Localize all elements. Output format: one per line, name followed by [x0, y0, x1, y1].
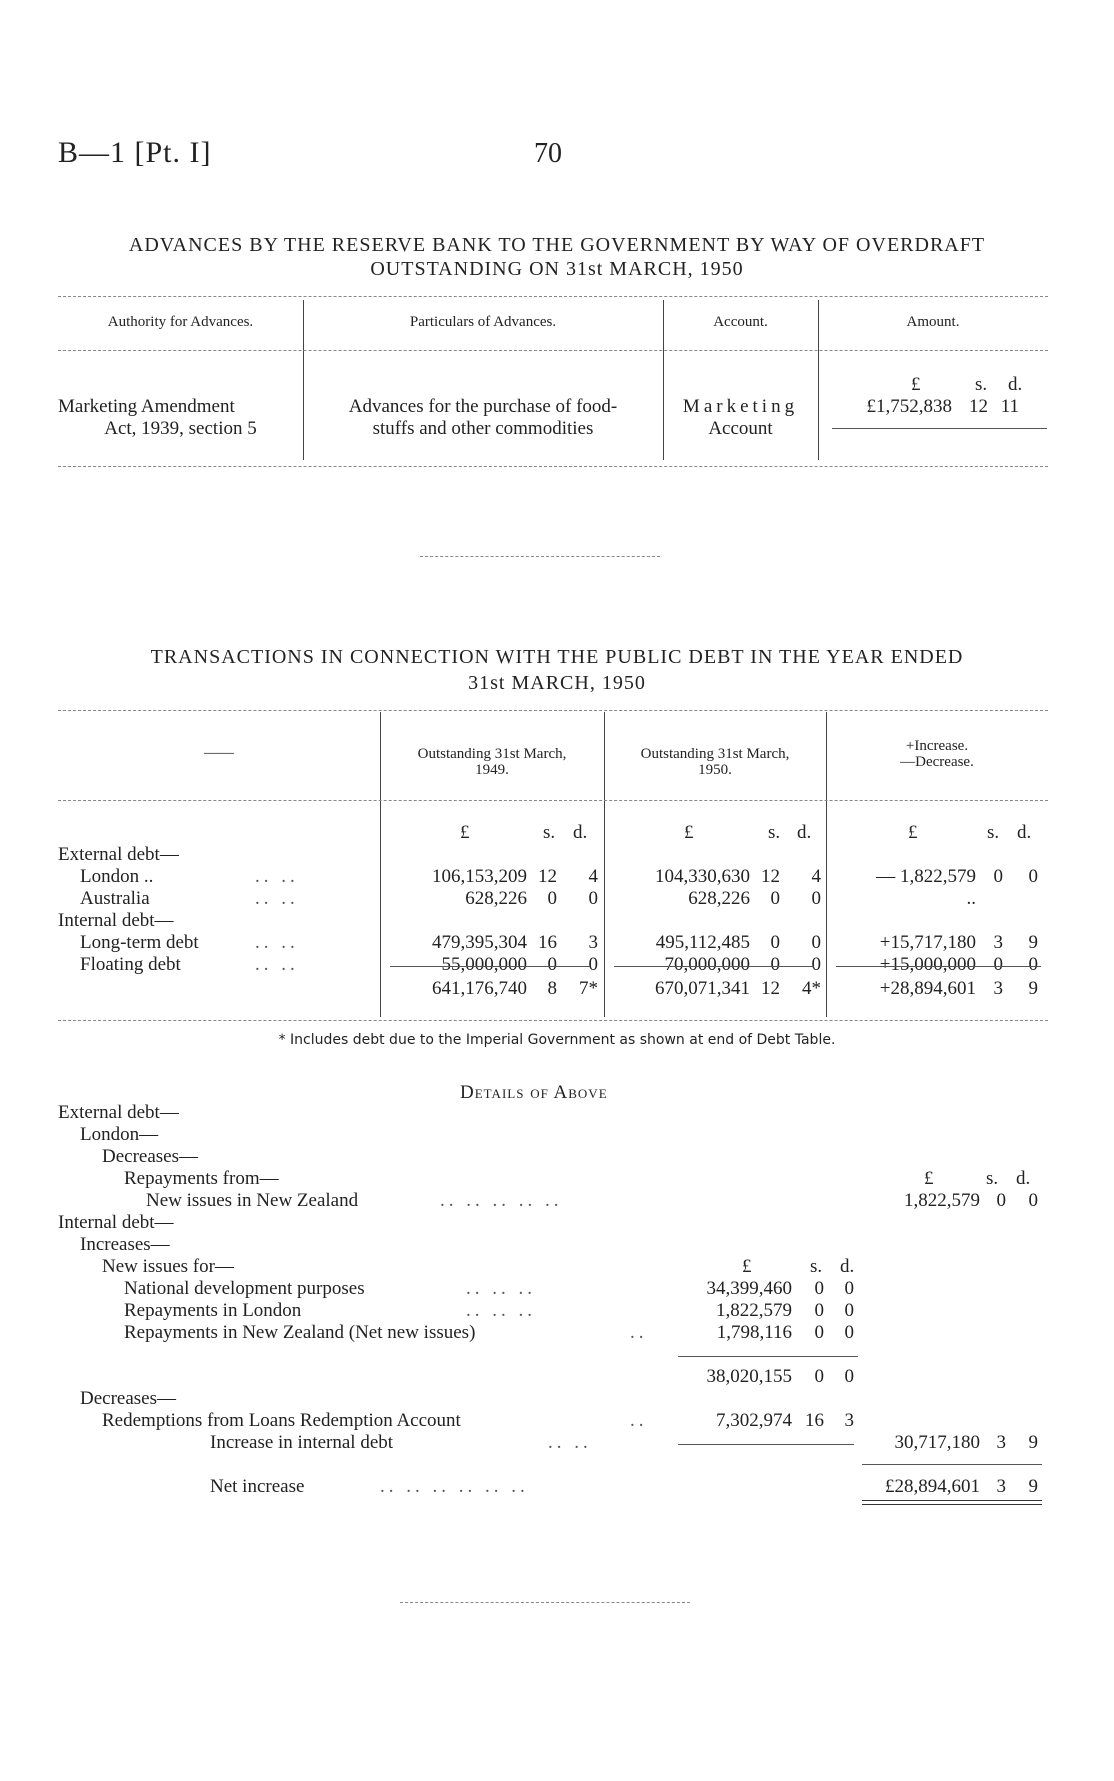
trans-row-change-d: 0	[1028, 954, 1038, 975]
details-decreases-1: Decreases—	[102, 1146, 199, 1167]
authority-line-1: Marketing Amendment	[58, 396, 235, 417]
advances-table-top-rule	[58, 296, 1048, 297]
detail-item-d: 0	[844, 1322, 854, 1343]
trans-row-change-pounds: +15,717,180	[879, 932, 976, 953]
details-increase-internal-s: 3	[996, 1432, 1006, 1453]
trans-row-change-pounds: +15,000,000	[879, 954, 976, 975]
trans-col-1949-header-a: Outstanding 31st March,	[417, 746, 567, 762]
amount-underline	[832, 428, 1047, 429]
col-change-d-unit: d.	[1017, 822, 1032, 843]
details-col-d-unit: d.	[1016, 1168, 1031, 1189]
trans-row-1950-pounds: 495,112,485	[655, 932, 750, 953]
trans-row-label: Floating debt	[80, 954, 181, 975]
end-separator	[400, 1602, 690, 1603]
col-1949-s-unit: s.	[543, 822, 556, 843]
col-change-total-rule	[836, 966, 1041, 967]
details-redemptions: Redemptions from Loans Redemption Account	[102, 1410, 461, 1431]
trans-row-label: Australia	[80, 888, 150, 909]
details-increase-internal-leader: .. ..	[548, 1432, 592, 1453]
trans-row-1950-pounds: 628,226	[688, 888, 750, 909]
transactions-table-bottom-rule	[58, 1020, 1048, 1021]
details-net-increase-d: 9	[1028, 1476, 1038, 1497]
trans-row-leader: .. ..	[255, 932, 299, 953]
total-1949-s: 8	[547, 978, 557, 999]
amount-s-unit: s.	[975, 374, 988, 395]
details-external-debt: External debt—	[58, 1102, 179, 1123]
trans-row-1950-d: 0	[811, 954, 821, 975]
details-repayments-from: Repayments from—	[124, 1168, 279, 1189]
details-new-issues-nz: New issues in New Zealand	[146, 1190, 359, 1211]
details-net-increase: Net increase	[210, 1476, 305, 1497]
trans-row-1949-d: 0	[588, 954, 598, 975]
trans-col-change-header-b: —Decrease.	[900, 754, 974, 770]
trans-row-1950-d: 0	[811, 888, 821, 909]
trans-row-change-d: 0	[1028, 866, 1038, 887]
details-subtotal-s: 0	[814, 1366, 824, 1387]
trans-row-1950-s: 12	[761, 866, 780, 887]
col-1949-d-unit: d.	[573, 822, 588, 843]
advances-table-bottom-rule	[58, 466, 1048, 467]
particulars-line-2: stuffs and other commodities	[372, 418, 594, 439]
details-net-increase-s: 3	[996, 1476, 1006, 1497]
section-separator	[420, 556, 660, 557]
document-reference: B—1 [Pt. I]	[58, 136, 212, 169]
trans-row-1949-s: 0	[547, 888, 557, 909]
detail-item-s: 0	[814, 1278, 824, 1299]
trans-row-change-s: 3	[993, 932, 1003, 953]
col-1950-total-rule	[614, 966, 814, 967]
trans-row-1949-pounds: 479,395,304	[432, 932, 527, 953]
detail-item-amount: 1,822,579	[716, 1300, 792, 1321]
details-redemptions-d: 3	[844, 1410, 854, 1431]
details-redemptions-amount: 7,302,974	[716, 1410, 792, 1431]
total-change-d: 9	[1028, 978, 1038, 999]
details-net-increase-amount: £28,894,601	[885, 1476, 980, 1497]
advances-header-rule	[58, 350, 1048, 351]
details-decreases-2: Decreases—	[80, 1388, 177, 1409]
detail-item-amount: 1,798,116	[716, 1322, 792, 1343]
particulars-line-1: Advances for the purchase of food-	[348, 396, 618, 417]
col-authority-header: Authority for Advances.	[107, 314, 254, 330]
trans-row-1949-pounds: 106,153,209	[432, 866, 527, 887]
details-internal-debt: Internal debt—	[58, 1212, 174, 1233]
transactions-header-rule	[58, 800, 1048, 801]
total-change-s: 3	[993, 978, 1003, 999]
detail-item-label: National development purposes	[124, 1278, 365, 1299]
col-amount-header: Amount.	[906, 314, 960, 330]
trans-col-1949-header-b: 1949.	[475, 762, 509, 778]
trans-row-1949-s: 16	[538, 932, 557, 953]
col-1949-total-rule	[390, 966, 590, 967]
details-subtotal-amount: 38,020,155	[706, 1366, 792, 1387]
details-increase-internal-rule	[678, 1444, 854, 1445]
details-sub-d-unit: d.	[840, 1256, 855, 1277]
col-1950-d-unit: d.	[797, 822, 812, 843]
trans-row-1950-s: 0	[770, 888, 780, 909]
trans-row-1950-pounds: 70,000,000	[664, 954, 750, 975]
advances-title-line-2: OUTSTANDING ON 31st MARCH, 1950	[370, 258, 744, 280]
trans-row-1949-d: 4	[588, 866, 598, 887]
details-heading: Details of Above	[460, 1082, 608, 1103]
details-new-issues-nz-amount: 1,822,579	[904, 1190, 980, 1211]
authority-line-2: Act, 1939, section 5	[104, 418, 257, 439]
trans-row-1950-s: 0	[770, 932, 780, 953]
details-new-issues-nz-s: 0	[996, 1190, 1006, 1211]
details-col-pound-unit: £	[924, 1168, 934, 1189]
account-line-2: Account	[708, 418, 773, 439]
transactions-title-line-1: TRANSACTIONS IN CONNECTION WITH THE PUBLIC DEBT IN THE YEAR ENDED	[150, 646, 964, 668]
details-redemptions-s: 16	[805, 1410, 824, 1431]
col-particulars-header: Particulars of Advances.	[409, 314, 557, 330]
trans-row-leader: .. ..	[255, 866, 299, 887]
detail-item-leader: .. .. ..	[466, 1278, 536, 1299]
trans-col-1950-header-a: Outstanding 31st March,	[640, 746, 790, 762]
details-new-issues-nz-leader: .. .. .. .. ..	[440, 1190, 563, 1211]
details-london: London—	[80, 1124, 159, 1145]
transactions-table-top-rule	[58, 710, 1048, 711]
trans-row-1950-d: 4	[811, 866, 821, 887]
details-col-s-unit: s.	[986, 1168, 999, 1189]
detail-item-d: 0	[844, 1278, 854, 1299]
amount-pounds: £1,752,838	[866, 396, 952, 417]
trans-row-1949-pounds: 55,000,000	[441, 954, 527, 975]
amount-shillings: 12	[969, 396, 988, 417]
trans-row-label: External debt—	[58, 844, 179, 865]
total-1950-d: 4*	[802, 978, 821, 999]
details-redemptions-leader: ..	[630, 1410, 648, 1431]
detail-item-leader: .. .. ..	[466, 1300, 536, 1321]
trans-col-change-header-a: +Increase.	[905, 738, 969, 754]
details-increase-internal-amount: 30,717,180	[894, 1432, 980, 1453]
trans-row-label: London ..	[80, 866, 154, 887]
col-1950-s-unit: s.	[768, 822, 781, 843]
trans-row-label: Long-term debt	[80, 932, 199, 953]
detail-item-d: 0	[844, 1300, 854, 1321]
details-new-issues-for: New issues for—	[102, 1256, 234, 1277]
advances-title-line-1: ADVANCES BY THE RESERVE BANK TO THE GOVERNMENT BY WAY OF OVERDRAFT	[128, 234, 986, 256]
amount-pound-unit: £	[911, 374, 921, 395]
detail-item-s: 0	[814, 1322, 824, 1343]
page-number: 70	[534, 138, 562, 169]
trans-row-1949-d: 3	[588, 932, 598, 953]
trans-row-label: Internal debt—	[58, 910, 174, 931]
total-change-pounds: +28,894,601	[879, 978, 976, 999]
trans-row-change-pounds: — 1,822,579	[876, 866, 976, 887]
trans-col-blank-header: ——	[204, 745, 234, 761]
amount-d-unit: d.	[1008, 374, 1023, 395]
details-subtotal-d: 0	[844, 1366, 854, 1387]
col-change-s-unit: s.	[987, 822, 1000, 843]
total-1949-pounds: 641,176,740	[432, 978, 527, 999]
detail-item-amount: 34,399,460	[706, 1278, 792, 1299]
details-sub-pound-unit: £	[742, 1256, 752, 1277]
trans-row-1949-pounds: 628,226	[465, 888, 527, 909]
detail-item-label: Repayments in New Zealand (Net new issues)	[124, 1322, 476, 1343]
details-new-issues-nz-d: 0	[1028, 1190, 1038, 1211]
details-increase-internal: Increase in internal debt	[210, 1432, 394, 1453]
details-sub-s-unit: s.	[810, 1256, 823, 1277]
trans-row-change-s: 0	[993, 866, 1003, 887]
detail-item-s: 0	[814, 1300, 824, 1321]
details-increase-internal-d: 9	[1028, 1432, 1038, 1453]
col-change-pound-unit: £	[908, 822, 918, 843]
details-subtotal-rule	[678, 1356, 858, 1357]
amount-pence: 11	[1000, 396, 1019, 417]
col-account-header: Account.	[713, 314, 768, 330]
col-1950-pound-unit: £	[684, 822, 694, 843]
transactions-footnote: * Includes debt due to the Imperial Government as shown at end of Debt Table.	[278, 1032, 836, 1048]
details-net-rule	[862, 1464, 1042, 1465]
trans-row-1950-d: 0	[811, 932, 821, 953]
transactions-title-line-2: 31st MARCH, 1950	[468, 672, 646, 694]
detail-item-leader: ..	[630, 1322, 648, 1343]
trans-row-1950-s: 0	[770, 954, 780, 975]
trans-row-leader: .. ..	[255, 954, 299, 975]
trans-row-1949-d: 0	[588, 888, 598, 909]
account-line-1: Marketing	[682, 396, 799, 417]
trans-row-change-d: 9	[1028, 932, 1038, 953]
details-increases: Increases—	[80, 1234, 170, 1255]
total-1950-s: 12	[761, 978, 780, 999]
trans-row-1950-pounds: 104,330,630	[655, 866, 750, 887]
details-net-increase-leader: .. .. .. .. .. ..	[380, 1476, 529, 1497]
details-net-double-rule	[862, 1500, 1042, 1505]
trans-row-1949-s: 12	[538, 866, 557, 887]
total-1949-d: 7*	[579, 978, 598, 999]
trans-row-leader: .. ..	[255, 888, 299, 909]
detail-item-label: Repayments in London	[124, 1300, 302, 1321]
total-1950-pounds: 670,071,341	[655, 978, 750, 999]
trans-row-change-s: 0	[993, 954, 1003, 975]
trans-row-change-pounds: ..	[966, 888, 976, 909]
trans-col-1950-header-b: 1950.	[698, 762, 732, 778]
trans-row-1949-s: 0	[547, 954, 557, 975]
col-1949-pound-unit: £	[460, 822, 470, 843]
